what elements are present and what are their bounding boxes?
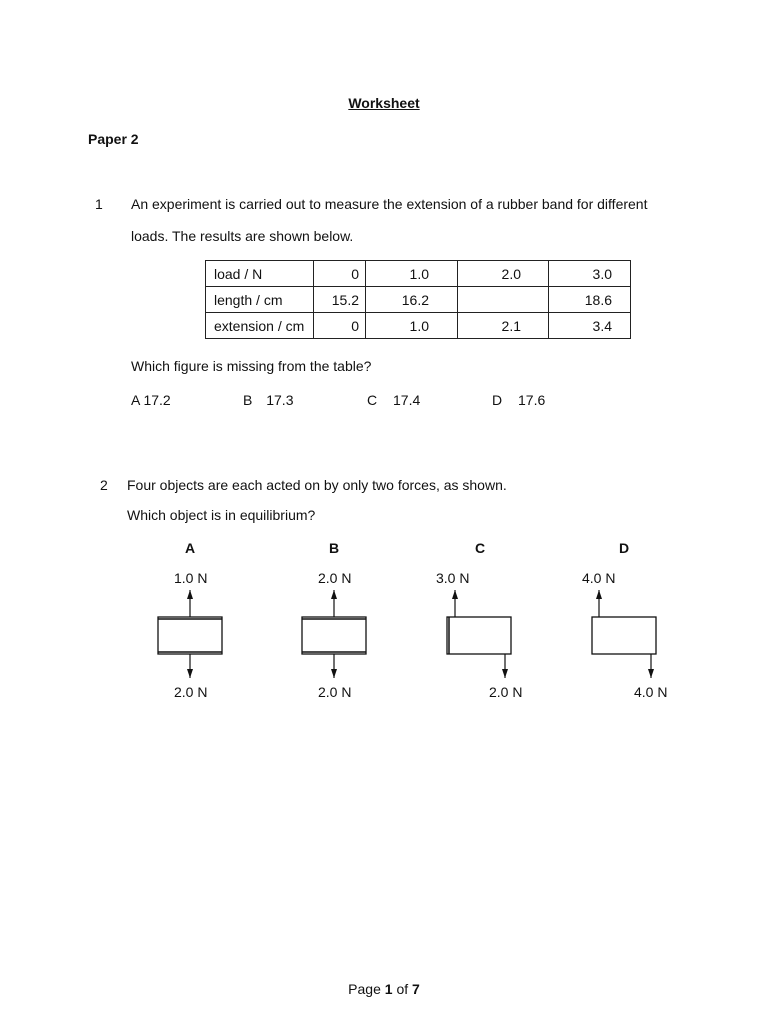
option-value: 17.3 (266, 392, 294, 408)
footer-total-pages: 7 (412, 981, 420, 997)
table-cell: 16.2 (366, 287, 458, 313)
arrowhead-down (331, 669, 337, 678)
force-label-bottom: 2.0 N (489, 684, 523, 700)
table-cell: 3.4 (549, 313, 631, 339)
force-label-top: 4.0 N (582, 570, 616, 586)
arrowhead-down (187, 669, 193, 678)
object-box (592, 617, 656, 654)
table-cell: 1.0 (366, 313, 458, 339)
figure-letter-a: A (185, 540, 196, 556)
object-box (158, 617, 222, 654)
option-value: 17.6 (518, 392, 546, 408)
option-letter: A (131, 392, 140, 408)
arrowhead-down (502, 669, 508, 678)
table-cell: load / N (206, 261, 314, 287)
figure-letter-b: B (329, 540, 340, 556)
object-b (302, 590, 366, 678)
table-cell: 0 (314, 261, 366, 287)
table-cell: 15.2 (314, 287, 366, 313)
table-cell: 1.0 (366, 261, 458, 287)
footer-current-page: 1 (384, 981, 393, 997)
arrowhead-down (648, 669, 654, 678)
option-value: 17.4 (393, 392, 421, 408)
object-box (302, 617, 366, 654)
table-cell: length / cm (206, 287, 314, 313)
figure-letter-d: D (619, 540, 630, 556)
force-label-top: 3.0 N (436, 570, 470, 586)
force-label-bottom: 4.0 N (634, 684, 668, 700)
table-cell: 0 (314, 313, 366, 339)
q1-text-line1: An experiment is carried out to measure the extension of a rubber band for different (131, 196, 648, 212)
arrowhead-up (187, 590, 193, 599)
q2-text-line1: Four objects are each acted on by only two forces, as shown. (127, 477, 507, 493)
option-letter: B (243, 392, 253, 408)
option-letter: D (492, 392, 503, 408)
q1-question: Which figure is missing from the table? (131, 358, 372, 374)
q2-text-line2: Which object is in equilibrium? (127, 507, 316, 523)
force-label-bottom: 2.0 N (174, 684, 208, 700)
table-cell: 18.6 (549, 287, 631, 313)
force-label-top: 2.0 N (318, 570, 352, 586)
q1-number: 1 (95, 196, 103, 212)
object-a (158, 590, 222, 678)
force-label-top: 1.0 N (174, 570, 208, 586)
arrowhead-up (452, 590, 458, 599)
object-box (447, 617, 511, 654)
paper-label: Paper 2 (88, 131, 139, 147)
figure-letter-c: C (475, 540, 486, 556)
footer-of: of (396, 981, 409, 997)
q2-number: 2 (100, 477, 108, 493)
page-footer (0, 981, 768, 997)
table-cell: 2.1 (458, 313, 549, 339)
table-cell: extension / cm (206, 313, 314, 339)
table-cell: 3.0 (549, 261, 631, 287)
table-cell: 2.0 (458, 261, 549, 287)
option-value: 17.2 (143, 392, 171, 408)
footer-prefix: Page (348, 981, 381, 997)
arrowhead-up (596, 590, 602, 599)
worksheet-title: Worksheet (348, 95, 420, 111)
option-letter: C (367, 392, 378, 408)
object-d (592, 590, 656, 678)
arrowhead-up (331, 590, 337, 599)
object-c (447, 590, 511, 678)
q1-text-line2: loads. The results are shown below. (131, 228, 354, 244)
force-label-bottom: 2.0 N (318, 684, 352, 700)
